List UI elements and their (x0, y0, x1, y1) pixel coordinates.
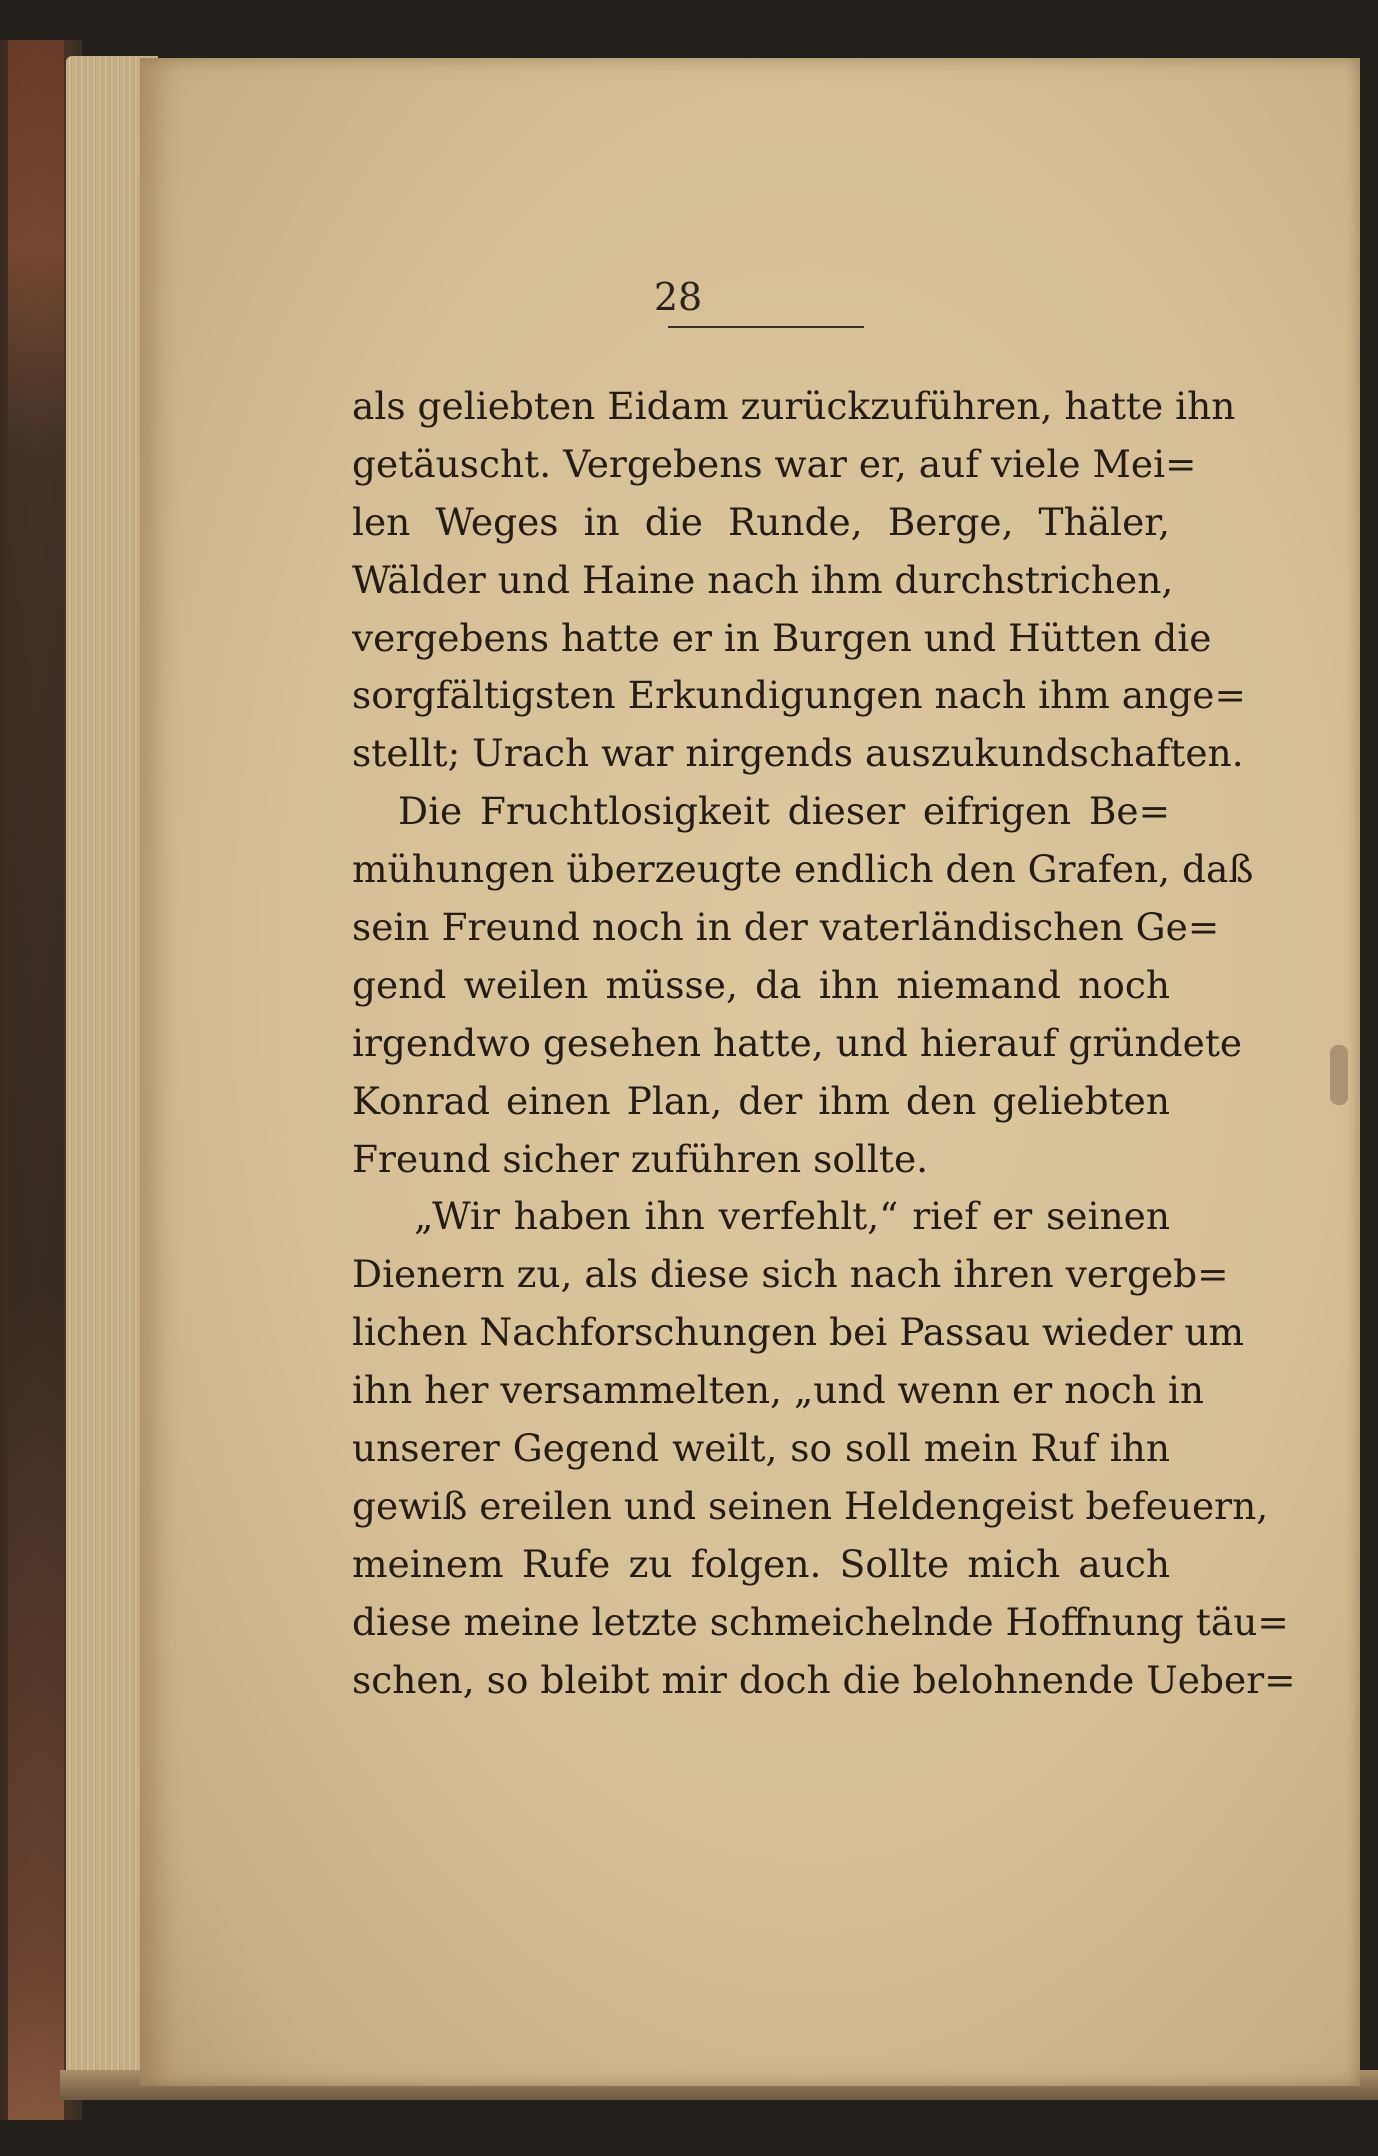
text-line: schen, so bleibt mir doch die belohnende Ueber= (352, 1657, 1296, 1702)
cover-strip (8, 40, 64, 2120)
text-line: sorgfältigsten Erkundigungen nach ihm ange= (352, 673, 1246, 718)
page-number: 28 (653, 275, 703, 319)
text-line: Dienern zu, als diese sich nach ihren vergeb= (352, 1252, 1229, 1297)
text-line: als geliebten Eidam zurückzuführen, hatte ihn (352, 384, 1236, 428)
text-line: unserer Gegend weilt, so soll mein Ruf ihn (352, 1426, 1170, 1471)
text-line: Die Fruchtlosigkeit dieser eifrigen Be= (398, 789, 1170, 834)
text-line: Konrad einen Plan, der ihm den geliebten (352, 1078, 1170, 1123)
text-line: getäuscht. Vergebens war er, auf viele Mei= (352, 441, 1197, 486)
header-rule (668, 326, 864, 328)
text-line: mühungen überzeugte endlich den Grafen, daß (352, 847, 1254, 892)
text-line: lichen Nachforschungen bei Passau wieder um (352, 1310, 1245, 1355)
page-stain (1330, 1045, 1348, 1105)
text-line: len Weges in die Runde, Berge, Thäler, (352, 499, 1170, 544)
text-line: „Wir haben ihn verfehlt,“ rief er seinen (414, 1194, 1170, 1239)
text-line: sein Freund noch in der vaterländischen Ge= (352, 905, 1220, 950)
body-text (352, 378, 1296, 1709)
text-line: Wälder und Haine nach ihm durchstrichen, (352, 557, 1174, 602)
text-line: stellt; Urach war nirgends auszukundschaften. (352, 731, 1244, 776)
text-line: vergebens hatte er in Burgen und Hütten die (352, 615, 1212, 660)
text-line: gend weilen müsse, da ihn niemand noch (352, 962, 1170, 1007)
text-line: meinem Rufe zu folgen. Sollte mich auch (352, 1541, 1170, 1586)
text-line: ihn her versammelten, „und wenn er noch in (352, 1368, 1205, 1413)
text-line: diese meine letzte schmeichelnde Hoffnung täu= (352, 1599, 1289, 1644)
text-line: irgendwo gesehen hatte, und hierauf gründete (352, 1020, 1243, 1065)
text-line: gewiß ereilen und seinen Heldengeist befeuern, (352, 1483, 1269, 1528)
text-line: Freund sicher zuführen sollte. (352, 1136, 929, 1181)
